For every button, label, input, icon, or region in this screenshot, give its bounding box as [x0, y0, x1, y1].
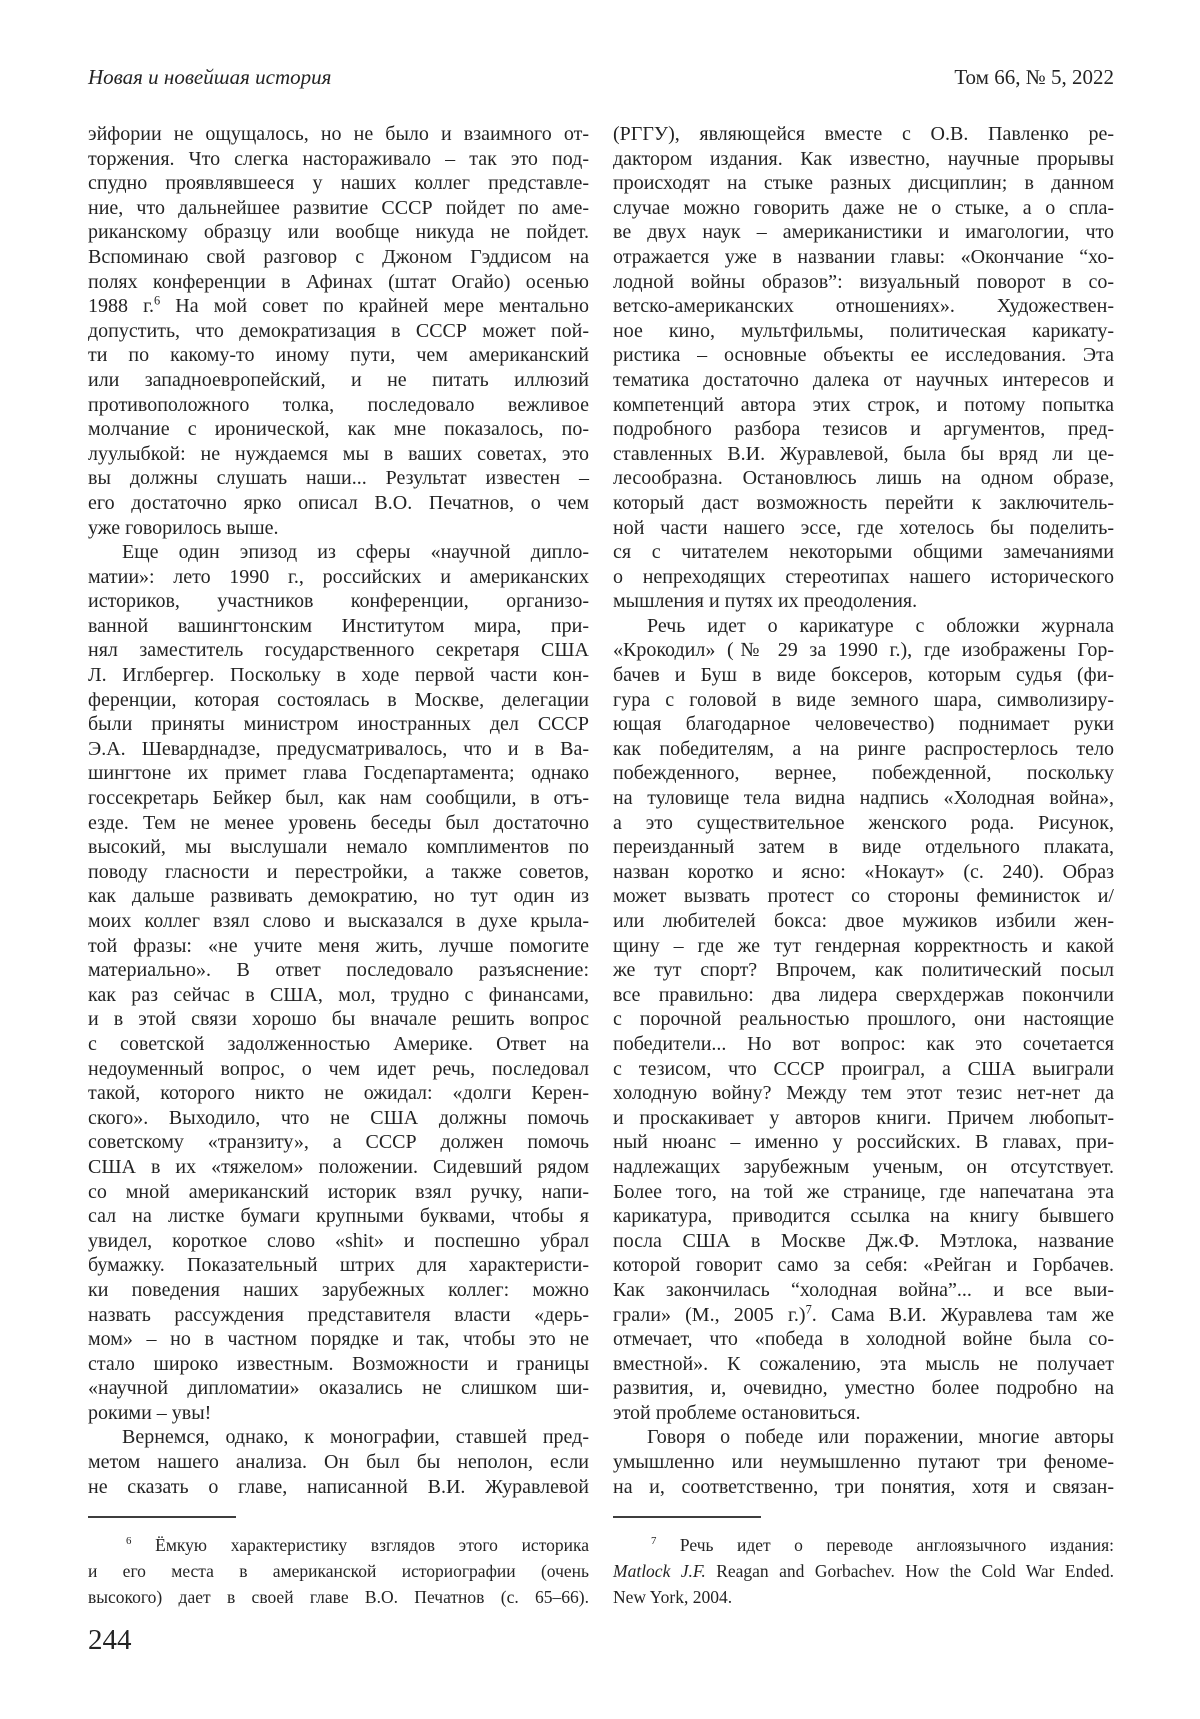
journal-title: Новая и новейшая история — [88, 65, 332, 89]
text-line: карикатура, приводится ссылка на книгу бывшего — [613, 1205, 1114, 1228]
text-line: происходят на стыке разных дисциплин; в данном — [613, 172, 1114, 195]
text-line: вы должны слушать наши... Результат известен – — [88, 467, 589, 490]
text-line: материально». В ответ последовало разъяснение: — [88, 959, 589, 982]
text-line: как дальше развивать демократию, но тут один из — [88, 885, 589, 908]
paragraph — [88, 540, 589, 1425]
paragraph — [88, 122, 589, 540]
text-line: луулыбкой: не нуждаемся мы в ваших советах, это — [88, 442, 589, 465]
text-line: ветско-американских отношениях». Художествен- — [613, 295, 1114, 318]
text-line: мом» – но в частном порядке и так, чтобы это не — [88, 1328, 589, 1351]
text-line: 1988 г.$^6$ На мой совет по крайней мере ментально — [88, 293, 589, 318]
text-line: спудно проявлявшееся у наших коллег представле- — [88, 172, 589, 195]
text-line: Как закончилась “холодная война”... и все выи- — [613, 1278, 1114, 1301]
text-line: увидел, короткое слово «shit» и поспешно убрал — [88, 1229, 589, 1252]
text-line: со мной американский историк взял ручку, напи- — [88, 1180, 589, 1203]
text-line: мышления и путях их преодоления. — [613, 590, 918, 613]
text-line: поводу гласности и перестройки, а также советов, — [88, 860, 589, 883]
text-line: «Крокодил» (№ 29 за 1990 г.), где изображены Гор- — [613, 639, 1114, 662]
text-line: ное кино, мультфильмы, политическая карикату- — [613, 319, 1114, 342]
text-line: Еще один эпизод из сферы «научной дипло- — [122, 541, 589, 564]
text-line: назван коротко и ясно: «Нокаут» (с. 240). Образ — [613, 860, 1114, 883]
text-line: или западноевропейский, и не питать иллюзий — [88, 368, 589, 391]
text-line: ве двух наук – американистики и имагологии, что — [613, 221, 1114, 244]
text-line: бачев и Буш в виде боксеров, которым судья (фи- — [613, 664, 1114, 687]
footnote-rule-right — [613, 1516, 761, 1518]
column-left — [88, 122, 589, 1499]
text-line: или любителей бокса: двое мужиков избили жен- — [613, 910, 1114, 932]
text-line: гура с головой в виде земного шара, символизиру- — [613, 688, 1114, 711]
text-line: риканскому образцу или вообще никуда не пойдет. — [88, 221, 589, 244]
text-line: моих коллег взял слово и высказался в духе крыла- — [88, 910, 589, 932]
text-line: госсекретарь Бейкер был, как нам сообщили, в отъ- — [88, 787, 589, 810]
paragraph — [88, 1425, 589, 1499]
text-line: Речь идет о карикатуре с обложки журнала — [647, 614, 1114, 637]
text-line: New York, 2004. — [613, 1587, 733, 1607]
text-line: дактором издания. Как известно, научные прорывы — [613, 147, 1114, 170]
text-line: которой говорит само за себя: «Рейган и Горбачев. — [613, 1254, 1114, 1277]
text-line: вместной». К сожалению, эта мысль не получает — [613, 1352, 1114, 1375]
issue-info: Том 66, № 5, 2022 — [954, 65, 1114, 89]
text-line: ванной вашингтонским Институтом мира, при- — [88, 614, 589, 637]
text-line: бумажку. Показательный штрих для характеристи- — [88, 1254, 589, 1277]
text-line: все правильно: два лидера сверхдержав покончили — [613, 983, 1114, 1006]
text-line: случае можно говорить даже не о стыке, а о спла- — [613, 196, 1114, 219]
text-line: езде. Тем не менее уровень беседы был достаточно — [88, 811, 589, 834]
text-line: США в их «тяжелом» положении. Сидевший рядом — [88, 1155, 589, 1178]
text-columns — [88, 122, 1114, 1499]
text-line: ференции, которая состоялась в Москве, делегации — [88, 688, 589, 711]
text-line: отмечает, что «победа в холодной войне была со- — [613, 1328, 1114, 1351]
text-line: тематика достаточно далека от научных интересов и — [613, 368, 1114, 391]
text-line: метом нашего анализа. Он был бы неполон, если — [88, 1451, 589, 1474]
text-line: и проскакивает у авторов книги. Причем любопыт- — [613, 1106, 1114, 1129]
paragraph — [613, 122, 1114, 614]
text-line: холодную войну? Между тем этот тезис нет-нет да — [613, 1082, 1114, 1105]
text-line: $^7$ Речь идет о переводе англоязычного издания: — [651, 1535, 1114, 1555]
text-line: ной части нашего эссе, где хотелось бы поделить- — [613, 516, 1114, 539]
text-line: который даст возможность перейти к заключитель- — [613, 491, 1114, 514]
text-line: не сказать о главе, написанной В.И. Журавлевой — [88, 1475, 589, 1498]
text-line: ние, что дальнейшее развитие СССР пойдет по аме- — [88, 196, 589, 219]
text-line: противоположного толка, последовало вежливое — [88, 393, 589, 416]
text-line: грали» (М., 2005 г.)$^7$. Сама В.И. Журавлева там же — [613, 1301, 1114, 1326]
text-line: ставленных В.И. Журавлевой, была бы вряд ли це- — [613, 442, 1114, 465]
paragraph — [613, 614, 1114, 1426]
text-line: надлежащих зарубежным ученым, он отсутствует. — [613, 1155, 1114, 1178]
text-line: как раз сейчас в США, мол, трудно с финансами, — [88, 983, 589, 1006]
text-line: нял заместитель государственного секретаря США — [88, 639, 589, 662]
page-number: 244 — [88, 1624, 132, 1656]
text-line: щину – где же тут гендерная корректность и какой — [613, 934, 1114, 957]
text-line: может вызвать протест со стороны феминисток и/ — [613, 885, 1114, 908]
text-line: матии»: лето 1990 г., российских и американских — [88, 565, 589, 588]
text-line: недоуменный вопрос, о чем идет речь, последовал — [88, 1057, 589, 1080]
page-header — [88, 64, 1114, 90]
text-line: с порочной реальностью прошлого, они настоящие — [613, 1008, 1114, 1031]
footnote-text-right — [613, 1532, 1114, 1610]
text-line: допустить, что демократизация в СССР может пой- — [88, 319, 589, 342]
text-line: ющая благодарное человечество) поднимает руки — [613, 713, 1114, 736]
text-line: стало широко известным. Возможности и границы — [88, 1352, 589, 1375]
text-line: на и, соответственно, три понятия, хотя и связан- — [613, 1475, 1114, 1498]
text-line: Л. Иглбергер. Поскольку в ходе первой части кон- — [88, 664, 589, 687]
text-line: посла США в Москве Дж.Ф. Мэтлока, название — [613, 1229, 1114, 1252]
text-line: ристика – основные объекты ее исследования. Эта — [613, 344, 1114, 367]
text-line: Вспоминаю свой разговор с Джоном Гэддисом на — [88, 245, 589, 268]
text-line: побежденного, вернее, побежденной, поскольку — [613, 762, 1114, 785]
text-line: высокий, мы выслушали немало комплиментов по — [88, 836, 589, 859]
text-line: торжения. Что слегка настораживало – так это под- — [88, 147, 589, 170]
text-line: этой проблеме остановиться. — [613, 1401, 861, 1424]
text-line: были приняты министром иностранных дел СССР — [88, 713, 589, 736]
text-line: уже говорилось выше. — [88, 516, 279, 539]
text-line: назвать рассуждения представителя власти «дерь- — [88, 1303, 589, 1326]
text-line: с советской задолженностью Америке. Ответ на — [88, 1032, 589, 1055]
text-line: ти по какому-то иному пути, чем американский — [88, 344, 589, 367]
text-line: ки поведения наших зарубежных коллег: можно — [88, 1278, 589, 1301]
text-line: и в этой связи хорошо бы вначале решить вопрос — [88, 1008, 589, 1031]
paragraph — [613, 1425, 1114, 1499]
text-line: победители... Но вот вопрос: как это сочетается — [613, 1032, 1114, 1055]
text-line: той фразы: «не учите меня жить, лучше помогите — [88, 934, 589, 957]
text-line: лодной войны образов”: визуальный поворот в со- — [613, 270, 1114, 293]
text-line: ского». Выходило, что не США должны помочь — [88, 1106, 589, 1129]
text-line: полях конференции в Афинах (штат Огайо) осенью — [88, 270, 589, 293]
text-line: как победителям, а на ринге распростерлось тело — [613, 737, 1114, 760]
text-line: эйфории не ощущалось, но не было и взаимного от- — [88, 123, 589, 145]
text-line: $^6$ Ёмкую характеристику взглядов этого историка — [126, 1535, 589, 1555]
text-line: отражается уже в названии главы: «Окончание “хо- — [613, 245, 1114, 268]
text-line: его достаточно ярко описал В.О. Печатнов, о чем — [88, 491, 589, 514]
text-line: рокими – увы! — [88, 1401, 212, 1424]
text-line: лесообразна. Остановлюсь лишь на одном образе, — [613, 467, 1114, 490]
text-line: же тут спорт? Впрочем, как политический посыл — [613, 959, 1114, 982]
text-line: Э.А. Шеварднадзе, предусматривалось, что и в Ва- — [88, 737, 589, 760]
text-line: развития, и, очевидно, уместно более подробно на — [613, 1377, 1114, 1400]
text-line: шингтоне их примет глава Госдепартамента; однако — [88, 762, 589, 785]
text-line: и его места в американской историографии (очень — [88, 1561, 589, 1581]
text-line: Более того, на той же странице, где напечатана эта — [613, 1180, 1114, 1203]
text-line: сал на листке бумаги крупными буквами, чтобы я — [88, 1205, 589, 1228]
text-line: подробного разбора тезисов и аргументов, пред- — [613, 418, 1114, 441]
text-line: переизданный затем в виде отдельного плаката, — [613, 836, 1114, 859]
text-line: историков, участников конференции, организо- — [88, 590, 589, 613]
column-right — [613, 122, 1114, 1499]
text-line: «научной дипломатии» оказались не слишком ши- — [88, 1377, 589, 1400]
text-line: (РГГУ), являющейся вместе с О.В. Павленко ре- — [613, 123, 1114, 145]
text-line: высокого) дает в своей главе В.О. Печатнов (с. 65–66). — [88, 1587, 589, 1607]
text-line: с тезисом, что СССР проиграл, а США выиграли — [613, 1057, 1114, 1080]
text-line: ся с читателем некоторыми общими замечаниями — [613, 541, 1114, 564]
text-line: Вернемся, однако, к монографии, ставшей пред- — [122, 1426, 589, 1449]
footnote-text-left — [88, 1532, 589, 1610]
text-line: а это существительное женского рода. Рисунок, — [613, 811, 1114, 834]
text-line: на туловище тела видна надпись «Холодная война», — [613, 787, 1114, 810]
text-line: советскому «транзиту», а СССР должен помочь — [88, 1131, 589, 1154]
text-line: Matlock J.F. Reagan and Gorbachev. How the Cold War Ended. — [613, 1561, 1114, 1581]
text-line: компетенций автора этих строк, и потому попытка — [613, 393, 1114, 416]
footnote-rule-left — [88, 1516, 236, 1518]
text-line: молчание с иронической, как мне показалось, по- — [88, 418, 589, 441]
text-line: такой, которого никто не ожидал: «долги Керен- — [88, 1082, 589, 1105]
footnote-left — [88, 1516, 589, 1610]
text-line: ный нюанс – именно у российских. В главах, при- — [613, 1131, 1114, 1154]
text-line: Говоря о победе или поражении, многие авторы — [647, 1426, 1114, 1449]
footnote-right — [613, 1516, 1114, 1610]
text-line: умышленно или неумышленно путают три феноме- — [613, 1451, 1114, 1474]
text-line: о непреходящих стереотипах нашего исторического — [613, 565, 1114, 588]
